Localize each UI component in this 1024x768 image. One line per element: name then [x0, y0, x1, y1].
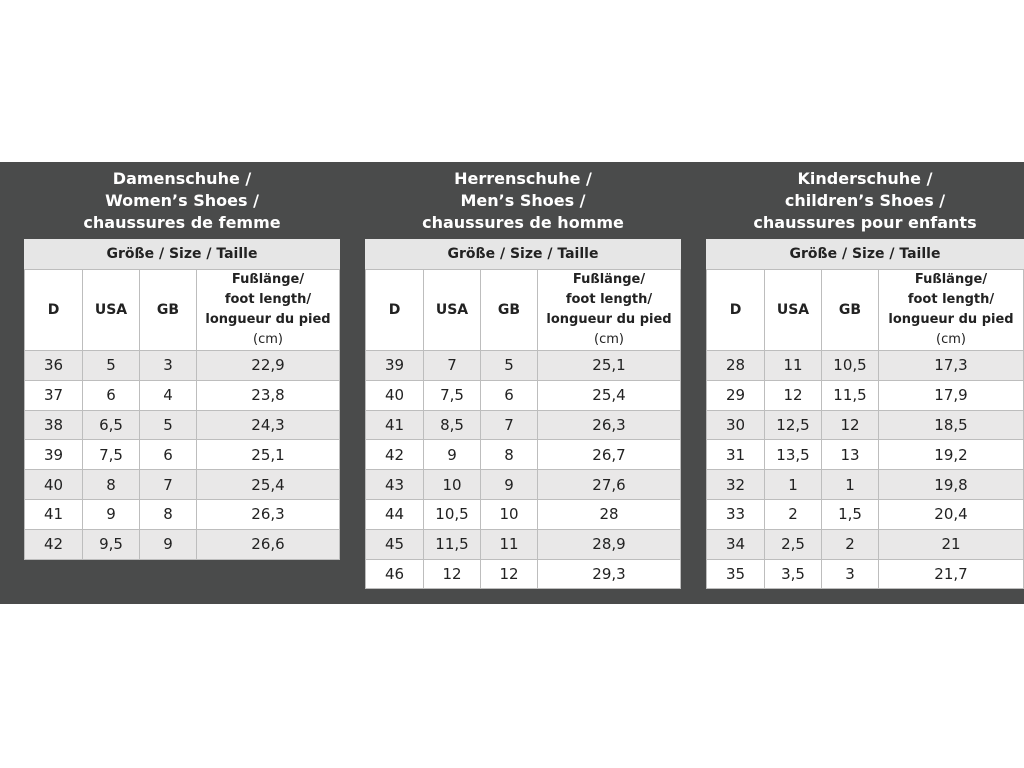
table-row [707, 499, 1024, 529]
cell-d: 29 [707, 380, 765, 410]
cell-gb: 7 [140, 470, 197, 500]
table-row [366, 499, 681, 529]
cell-usa: 7,5 [83, 440, 140, 470]
cell-foot-length: 25,1 [538, 351, 681, 381]
cell-foot-length: 21,7 [879, 559, 1024, 589]
cell-gb: 2 [822, 529, 879, 559]
table-row [366, 380, 681, 410]
cell-foot-length: 26,7 [538, 440, 681, 470]
col-header-foot-length [538, 270, 681, 351]
cell-d: 42 [366, 440, 424, 470]
panel-title [706, 163, 1024, 239]
foot-length-line: longueur du pied [546, 312, 672, 327]
cell-usa: 1 [765, 470, 822, 500]
table-row [366, 440, 681, 470]
cell-d: 46 [366, 559, 424, 589]
col-header-d: D [366, 270, 424, 351]
cell-foot-length: 19,2 [879, 440, 1024, 470]
cell-gb: 13 [822, 440, 879, 470]
table-row [25, 470, 340, 500]
mens-size-panel [365, 163, 681, 589]
cell-d: 45 [366, 529, 424, 559]
col-header-foot-length [197, 270, 340, 351]
cell-foot-length: 26,3 [538, 410, 681, 440]
cell-gb: 6 [481, 380, 538, 410]
size-label: Größe / Size / Taille [365, 239, 681, 269]
cell-gb: 4 [140, 380, 197, 410]
foot-length-line: Fußlänge/ [231, 272, 305, 287]
title-line: Men’s Shoes / [460, 191, 586, 210]
panel-title [365, 163, 681, 239]
cell-foot-length: 18,5 [879, 410, 1024, 440]
cell-gb: 3 [822, 559, 879, 589]
cell-foot-length: 28 [538, 499, 681, 529]
cell-foot-length: 25,4 [538, 380, 681, 410]
cell-d: 30 [707, 410, 765, 440]
table-row [707, 410, 1024, 440]
table-row [707, 380, 1024, 410]
cell-usa: 11 [765, 351, 822, 381]
cell-usa: 10,5 [424, 499, 481, 529]
cell-gb: 10 [481, 499, 538, 529]
table-row [25, 410, 340, 440]
cell-usa: 8 [83, 470, 140, 500]
cell-foot-length: 28,9 [538, 529, 681, 559]
cell-gb: 5 [140, 410, 197, 440]
cell-d: 31 [707, 440, 765, 470]
cell-usa: 9,5 [83, 529, 140, 559]
size-label: Größe / Size / Taille [24, 239, 340, 269]
table-row [707, 529, 1024, 559]
cell-d: 39 [366, 351, 424, 381]
cell-d: 36 [25, 351, 83, 381]
cell-d: 44 [366, 499, 424, 529]
cell-gb: 11 [481, 529, 538, 559]
cell-usa: 12 [424, 559, 481, 589]
foot-length-line: foot length/ [565, 292, 653, 307]
table-row [366, 559, 681, 589]
cell-d: 35 [707, 559, 765, 589]
cell-d: 41 [25, 499, 83, 529]
cell-usa: 5 [83, 351, 140, 381]
foot-length-line: longueur du pied [888, 312, 1014, 327]
cell-gb: 9 [140, 529, 197, 559]
cell-gb: 12 [822, 410, 879, 440]
cell-usa: 2 [765, 499, 822, 529]
cell-d: 43 [366, 470, 424, 500]
womens-size-panel [24, 163, 340, 560]
cell-foot-length: 25,4 [197, 470, 340, 500]
foot-length-unit: (cm) [253, 332, 283, 347]
foot-length-line: foot length/ [224, 292, 312, 307]
size-table [24, 269, 340, 560]
table-row [366, 410, 681, 440]
foot-length-unit: (cm) [594, 332, 624, 347]
cell-usa: 3,5 [765, 559, 822, 589]
cell-d: 42 [25, 529, 83, 559]
cell-d: 34 [707, 529, 765, 559]
cell-d: 40 [366, 380, 424, 410]
cell-foot-length: 29,3 [538, 559, 681, 589]
cell-gb: 3 [140, 351, 197, 381]
cell-usa: 6,5 [83, 410, 140, 440]
title-line: Damenschuhe / [112, 169, 252, 188]
cell-usa: 9 [424, 440, 481, 470]
cell-gb: 6 [140, 440, 197, 470]
table-row [25, 380, 340, 410]
childrens-size-panel [706, 163, 1024, 589]
table-row [707, 559, 1024, 589]
cell-foot-length: 21 [879, 529, 1024, 559]
cell-usa: 13,5 [765, 440, 822, 470]
cell-foot-length: 20,4 [879, 499, 1024, 529]
cell-usa: 12 [765, 380, 822, 410]
title-line: chaussures de homme [422, 213, 624, 232]
cell-gb: 1 [822, 470, 879, 500]
size-table [706, 269, 1024, 589]
table-row [25, 529, 340, 559]
title-line: Kinderschuhe / [797, 169, 933, 188]
foot-length-line: Fußlänge/ [914, 272, 988, 287]
cell-usa: 9 [83, 499, 140, 529]
cell-gb: 10,5 [822, 351, 879, 381]
cell-gb: 8 [481, 440, 538, 470]
cell-usa: 7,5 [424, 380, 481, 410]
cell-d: 39 [25, 440, 83, 470]
cell-gb: 5 [481, 351, 538, 381]
col-header-gb: GB [140, 270, 197, 351]
table-row [25, 499, 340, 529]
title-line: Women’s Shoes / [105, 191, 259, 210]
size-label: Größe / Size / Taille [706, 239, 1024, 269]
cell-gb: 11,5 [822, 380, 879, 410]
cell-usa: 6 [83, 380, 140, 410]
cell-usa: 10 [424, 470, 481, 500]
cell-foot-length: 27,6 [538, 470, 681, 500]
cell-foot-length: 22,9 [197, 351, 340, 381]
cell-usa: 2,5 [765, 529, 822, 559]
cell-d: 38 [25, 410, 83, 440]
cell-foot-length: 26,6 [197, 529, 340, 559]
title-line: children’s Shoes / [784, 191, 946, 210]
cell-foot-length: 24,3 [197, 410, 340, 440]
table-row [366, 351, 681, 381]
cell-gb: 9 [481, 470, 538, 500]
col-header-d: D [25, 270, 83, 351]
cell-d: 28 [707, 351, 765, 381]
table-row [366, 470, 681, 500]
cell-foot-length: 25,1 [197, 440, 340, 470]
table-row [707, 351, 1024, 381]
cell-foot-length: 23,8 [197, 380, 340, 410]
cell-d: 32 [707, 470, 765, 500]
cell-gb: 8 [140, 499, 197, 529]
cell-foot-length: 26,3 [197, 499, 340, 529]
cell-d: 33 [707, 499, 765, 529]
col-header-gb: GB [822, 270, 879, 351]
title-line: chaussures pour enfants [753, 213, 977, 232]
col-header-d: D [707, 270, 765, 351]
size-table [365, 269, 681, 589]
cell-foot-length: 19,8 [879, 470, 1024, 500]
table-row [707, 470, 1024, 500]
col-header-usa: USA [424, 270, 481, 351]
table-row [366, 529, 681, 559]
foot-length-line: Fußlänge/ [572, 272, 646, 287]
cell-gb: 12 [481, 559, 538, 589]
cell-d: 41 [366, 410, 424, 440]
col-header-usa: USA [83, 270, 140, 351]
cell-foot-length: 17,3 [879, 351, 1024, 381]
foot-length-line: foot length/ [907, 292, 995, 307]
col-header-gb: GB [481, 270, 538, 351]
cell-gb: 1,5 [822, 499, 879, 529]
cell-usa: 7 [424, 351, 481, 381]
cell-usa: 12,5 [765, 410, 822, 440]
col-header-foot-length [879, 270, 1024, 351]
cell-foot-length: 17,9 [879, 380, 1024, 410]
title-line: Herrenschuhe / [454, 169, 592, 188]
title-line: chaussures de femme [83, 213, 281, 232]
cell-usa: 8,5 [424, 410, 481, 440]
panel-title [24, 163, 340, 239]
table-row [707, 440, 1024, 470]
table-row [25, 440, 340, 470]
cell-usa: 11,5 [424, 529, 481, 559]
cell-d: 40 [25, 470, 83, 500]
foot-length-line: longueur du pied [205, 312, 331, 327]
cell-d: 37 [25, 380, 83, 410]
foot-length-unit: (cm) [936, 332, 966, 347]
cell-gb: 7 [481, 410, 538, 440]
table-row [25, 351, 340, 381]
col-header-usa: USA [765, 270, 822, 351]
